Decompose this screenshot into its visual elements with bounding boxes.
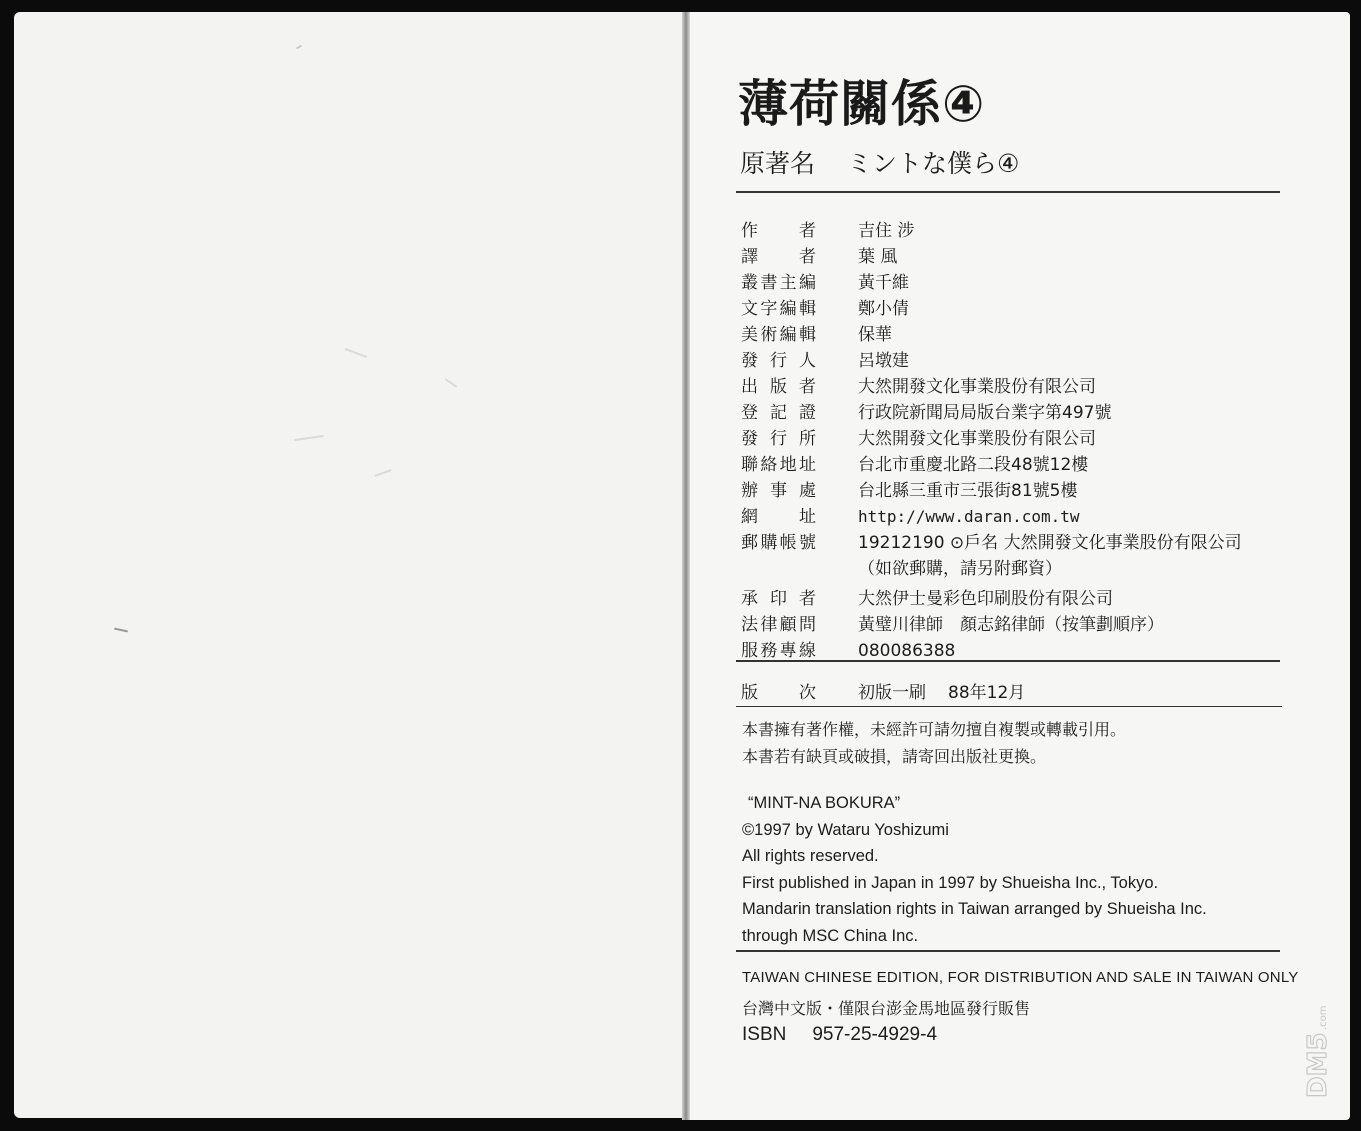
- translation-line: Mandarin translation rights in Taiwan arranged by Shueisha Inc.: [742, 900, 1207, 918]
- book-title: 薄荷關係④: [738, 75, 986, 133]
- book-gutter: [682, 12, 690, 1120]
- notice-line: 本書擁有著作權，未經許可請勿擅自複製或轉載引用。: [742, 720, 1127, 739]
- credit-value: 大然開發文化事業股份有限公司: [858, 377, 1096, 397]
- credit-value: 黃千維: [858, 273, 909, 293]
- divider-credits: [736, 660, 1280, 662]
- blank-left-page: [14, 12, 682, 1118]
- credit-key: 網 址: [741, 507, 816, 527]
- credit-row-legal: [741, 610, 1242, 636]
- credit-row-registration: [741, 398, 1242, 424]
- credit-row-address: [741, 450, 1242, 476]
- credit-key: 服務專線: [741, 641, 816, 661]
- credit-value: 鄭小倩: [858, 299, 909, 319]
- credit-key: 叢書主編: [741, 273, 816, 293]
- credit-value: http://www.daran.com.tw: [858, 507, 1080, 526]
- edition-printing: 初版一刷: [858, 683, 926, 703]
- credit-key: 法律顧問: [741, 615, 816, 635]
- credit-value: 台北市重慶北路二段48號12樓: [858, 455, 1089, 475]
- credit-key: 聯絡地址: [741, 455, 816, 475]
- rights-line: All rights reserved.: [742, 847, 879, 865]
- credit-value: 080086388: [858, 641, 956, 661]
- credit-key: 郵購帳號: [741, 533, 816, 553]
- credit-row-art-editor: [741, 320, 1242, 346]
- credit-row-text-editor: [741, 294, 1242, 320]
- through-line: through MSC China Inc.: [742, 926, 919, 945]
- credit-row-publisher: [741, 372, 1242, 398]
- credit-key: 美術編輯: [741, 325, 816, 345]
- credit-value: 大然伊士曼彩色印刷股份有限公司: [858, 589, 1113, 609]
- published-line: First published in Japan in 1997 by Shueisha Inc., Tokyo.: [742, 873, 1159, 892]
- credit-value: 黃璧川律師 顏志銘律師（按筆劃順序）: [858, 615, 1164, 635]
- edition-date: 88年12月: [948, 683, 1026, 703]
- credit-value: 台北縣三重市三張街81號5樓: [858, 481, 1078, 501]
- credit-row-office: [741, 476, 1242, 502]
- edition-row: [741, 678, 1025, 703]
- credit-key: 譯 者: [741, 247, 816, 267]
- edition-label: 版 次: [741, 683, 816, 703]
- credit-key: 登記證: [741, 403, 816, 423]
- credit-value: 19212190 ⊙戶名 大然開發文化事業股份有限公司: [858, 533, 1242, 553]
- isbn-number: 957-25-4929-4: [812, 1024, 938, 1045]
- distribution-english: TAIWAN CHINESE EDITION, FOR DISTRIBUTION AND SALE IN TAIWAN ONLY: [742, 969, 1299, 986]
- credit-value: 大然開發文化事業股份有限公司: [858, 429, 1096, 449]
- credit-value: 保華: [858, 325, 892, 345]
- divider-bottom: [736, 950, 1280, 952]
- credit-row-translator: [741, 242, 1242, 268]
- credit-value: （如欲郵購，請另附郵資）: [858, 559, 1062, 579]
- divider-top: [736, 191, 1280, 193]
- divider-edition: [736, 706, 1282, 707]
- credit-key: 作 者: [741, 221, 816, 241]
- credit-key: 發行人: [741, 351, 816, 371]
- copyright-line: ©1997 by Wataru Yoshizumi: [742, 820, 949, 839]
- credit-row-website: [741, 502, 1242, 528]
- credit-row-postal-account: [741, 528, 1242, 554]
- credit-key: 發行所: [741, 429, 816, 449]
- credit-value: 行政院新聞局局版台業字第497號: [858, 403, 1112, 423]
- credit-value: 葉 風: [858, 247, 898, 267]
- credit-row-hotline: [741, 636, 1242, 662]
- original-title-value: ミントな僕ら④: [847, 149, 1020, 178]
- svg-text:.com: .com: [1318, 1005, 1329, 1030]
- dm5-watermark-logo: [1303, 1005, 1358, 1120]
- original-title: [740, 144, 1019, 180]
- english-copyright-block: [742, 790, 1207, 949]
- distribution-chinese: 台灣中文版・僅限台澎金馬地區發行販售: [742, 999, 1031, 1018]
- credit-row-author: [741, 216, 1242, 242]
- notice-line: 本書若有缺頁或破損，請寄回出版社更換。: [742, 747, 1047, 766]
- credit-key: 出版者: [741, 377, 816, 397]
- credit-value: 吉住 涉: [858, 221, 915, 241]
- copyright-notice: [742, 716, 1126, 770]
- credit-key: 承印者: [741, 589, 816, 609]
- svg-text:DM5: DM5: [1303, 1032, 1333, 1098]
- series-name: “MINT-NA BOKURA”: [748, 794, 901, 812]
- credit-row-distributor: [741, 424, 1242, 450]
- credit-row-postal-note: [741, 554, 1242, 580]
- credit-key: 辦事處: [741, 481, 816, 501]
- original-title-label: 原著名: [740, 149, 816, 178]
- credit-row-printer: [741, 584, 1242, 610]
- isbn-label: ISBN: [742, 1024, 787, 1045]
- credit-value: 呂墩建: [858, 351, 909, 371]
- isbn: [742, 1024, 937, 1046]
- credit-row-publisher-person: [741, 346, 1242, 372]
- credits-list: [741, 216, 1242, 662]
- credit-row-series-editor: [741, 268, 1242, 294]
- credit-key: 文字編輯: [741, 299, 816, 319]
